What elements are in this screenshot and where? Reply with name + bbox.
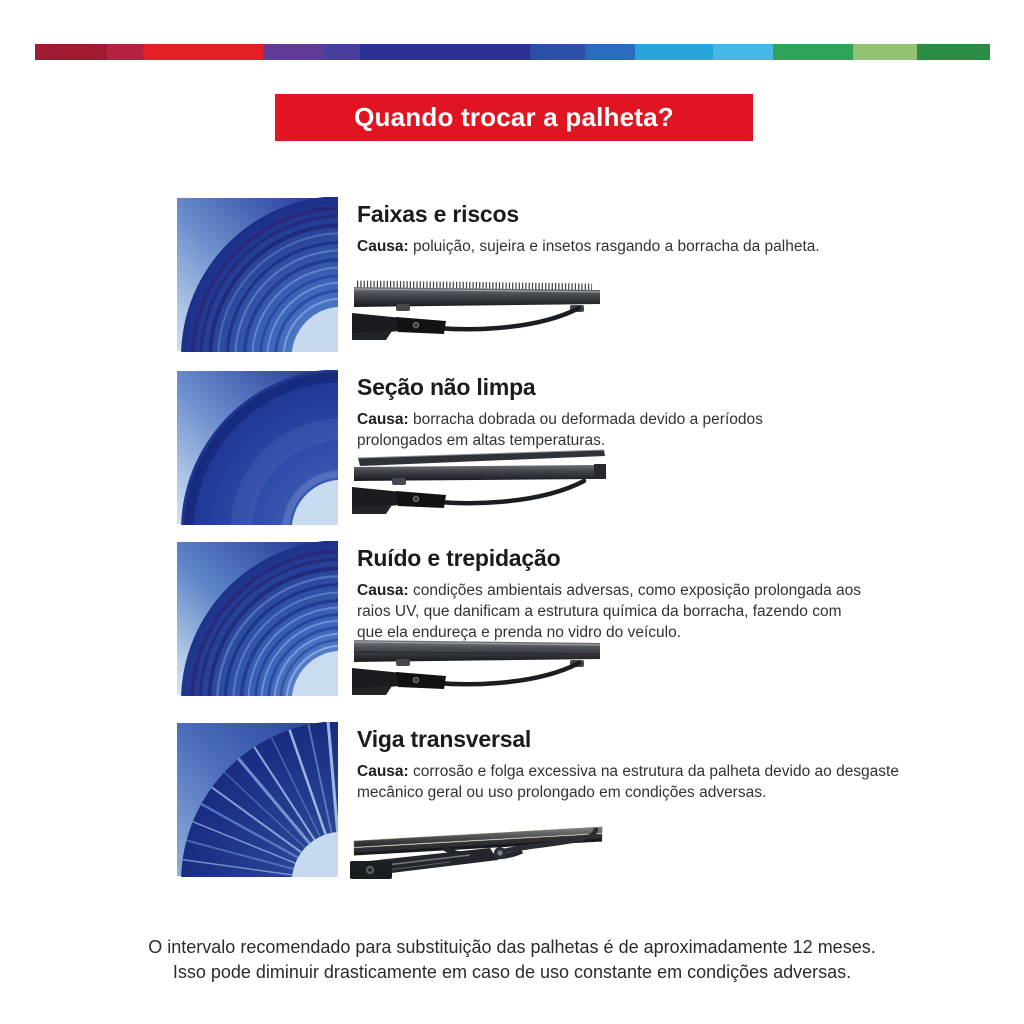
section-cause <box>357 236 917 257</box>
cause-label: Causa: <box>357 582 409 599</box>
windshield-chatter-marks-image <box>177 541 338 696</box>
cause-label: Causa: <box>357 411 409 428</box>
color-segment <box>713 44 773 60</box>
section-title: Ruído e trepidação <box>357 545 561 571</box>
color-segment <box>917 44 990 60</box>
color-segment <box>360 44 530 60</box>
wiper-blade-frayed-rubber-photo <box>352 277 618 343</box>
windshield-arc-streaks-image <box>177 197 338 352</box>
wiper-blade-split-rubber-photo <box>352 449 618 515</box>
cause-label: Causa: <box>357 238 409 255</box>
color-segment <box>773 44 853 60</box>
section-secao-nao-limpa <box>357 374 837 451</box>
color-segment <box>263 44 323 60</box>
footer-note <box>0 935 1024 985</box>
title-banner <box>275 94 753 141</box>
color-segment <box>853 44 917 60</box>
cause-text: condições ambientais adversas, como exposição prolongada aos raios UV, que danificam a estrutura química da borracha, fazendo com que ela endureça e prenda no vidro do veículo. <box>357 582 862 641</box>
footer-line-2: Isso pode diminuir drasticamente em caso de uso constante em condições adversas. <box>172 962 852 982</box>
section-viga-transversal <box>357 726 937 803</box>
wiper-blade-hardened-rubber-photo <box>352 632 618 698</box>
section-cause <box>357 409 837 451</box>
cause-text: poluição, sujeira e insetos rasgando a borracha da palheta. <box>413 238 820 255</box>
color-segment <box>35 44 107 60</box>
section-faixas-e-riscos <box>357 201 917 257</box>
color-segment <box>635 44 713 60</box>
cause-text: borracha dobrada ou deformada devido a períodos prolongados em altas temperaturas. <box>357 411 763 449</box>
color-segment <box>530 44 585 60</box>
color-segment <box>143 44 263 60</box>
section-title: Viga transversal <box>357 726 532 752</box>
section-cause <box>357 761 937 803</box>
windshield-unwiped-section-image <box>177 370 338 525</box>
cause-label: Causa: <box>357 763 409 780</box>
section-title: Faixas e riscos <box>357 201 519 227</box>
wiper-blade-corroded-frame-photo <box>350 817 620 883</box>
brand-color-bar <box>35 44 990 60</box>
section-title: Seção não limpa <box>357 374 536 400</box>
windshield-radial-smear-image <box>177 722 338 877</box>
footer-line-1: O intervalo recomendado para substituição das palhetas é de aproximadamente 12 meses. <box>148 937 876 957</box>
color-segment <box>585 44 635 60</box>
section-ruido-e-trepidacao <box>357 545 862 643</box>
page-title: Quando trocar a palheta? <box>354 102 674 132</box>
color-segment <box>323 44 360 60</box>
cause-text: corrosão e folga excessiva na estrutura da palheta devido ao desgaste mecânico geral ou uso prolongado em condições adversas. <box>357 763 899 801</box>
color-segment <box>107 44 143 60</box>
